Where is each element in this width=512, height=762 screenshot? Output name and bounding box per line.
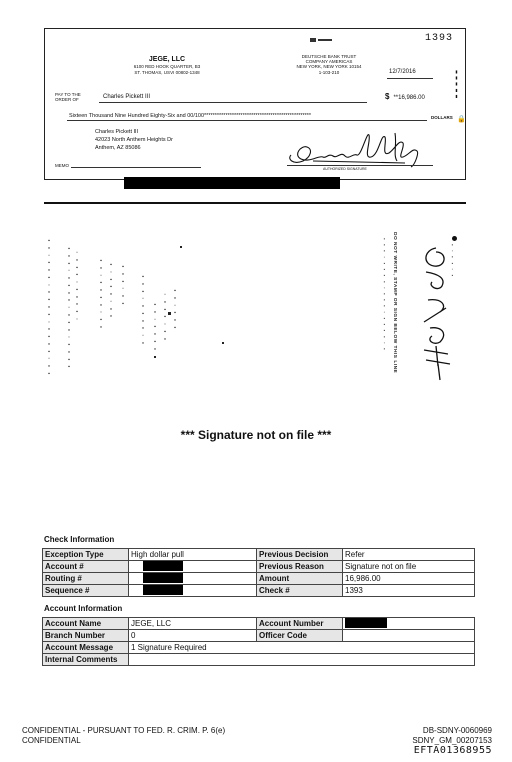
payer-name: JEGE, LLC xyxy=(148,56,186,63)
confidential-label: CONFIDENTIAL xyxy=(22,736,81,745)
previous-decision-value: Refer xyxy=(343,549,475,561)
authorized-signature-label: AUTHORIZED SIGNATURE xyxy=(323,167,367,171)
redaction-block xyxy=(143,585,183,595)
endorsement-signature xyxy=(416,242,456,382)
bank-block xyxy=(279,54,379,75)
bates-number-2: SDNY_GM_00207153 xyxy=(412,736,492,745)
amount-label: Amount xyxy=(257,573,343,585)
address-line-3: Anthem, AZ 85086 xyxy=(95,145,141,151)
dollar-sign: $ xyxy=(385,92,390,101)
bank-name-2: COMPANY AMERICAS xyxy=(305,59,353,65)
confidential-notice: CONFIDENTIAL - PURSUANT TO FED. R. CRIM. P. 6(e) xyxy=(22,726,226,735)
table-row xyxy=(43,561,475,573)
endorsement-warning: DO NOT WRITE, STAMP OR SIGN BELOW THIS LINE xyxy=(392,232,397,374)
pay-to-label xyxy=(55,92,81,102)
exception-type-value: High dollar pull xyxy=(129,549,257,561)
bank-city: NEW YORK, NEW YORK 10154 xyxy=(296,64,362,70)
amount-in-words: Sixteen Thousand Nine Hundred Eighty-Six and 00/100************************************************** xyxy=(69,113,312,119)
account-number-value xyxy=(343,618,475,630)
address-line-2: 42023 North Anthem Heights Dr xyxy=(95,137,173,143)
table-row xyxy=(43,549,475,561)
account-name-value: JEGE, LLC xyxy=(129,618,257,630)
payer-block xyxy=(107,55,227,75)
footer-left xyxy=(22,726,225,746)
previous-reason-value: Signature not on file xyxy=(343,561,475,573)
back-text-column: ▪ ▪ ▪ ▫ ▪ ▪ ▪ ▪ ▫ ▪ ▪ ▪ ▫ ▪ ▪ ▪ ▪ xyxy=(66,246,72,371)
table-row xyxy=(43,573,475,585)
account-number-label: Account Number xyxy=(257,618,343,630)
signature-line xyxy=(287,165,433,166)
micr-redaction xyxy=(124,177,340,189)
payee-address xyxy=(95,128,173,152)
back-text-column: ▫ ▪ ▪ ▪ ▫ ▪ ▪ ▪ ▪ ▫ xyxy=(74,250,80,323)
scan-speck xyxy=(168,312,171,315)
redaction-block xyxy=(143,561,183,571)
bank-routing-fraction: 1-103-210 xyxy=(318,69,340,75)
bank-logo-icon xyxy=(310,37,334,42)
payer-address-1: 6100 RED HOOK QUARTER, B3 xyxy=(133,64,201,69)
payee-line xyxy=(99,102,367,103)
back-text-column: ▪ ▪ ▫ ▪ ▪ ▪ ▫ ▪ ▪ ▪ ▪ ▫ ▪ ▪ ▪ ▪ ▫ ▪ ▪ xyxy=(46,238,52,378)
check-amount: **16,986.00 xyxy=(393,95,425,101)
check-information-title: Check Information xyxy=(44,535,115,544)
sequence-number-label: Sequence # xyxy=(43,585,129,597)
date-line xyxy=(387,78,433,79)
account-message-value: 1 Signature Required xyxy=(129,642,475,654)
table-row xyxy=(43,585,475,597)
back-text-column: ▪ ▪ ▫ ▪ ▪ ▪ ▪ ▫ ▪ ▪ xyxy=(98,258,104,331)
redaction-block xyxy=(345,618,387,628)
check-front xyxy=(44,28,466,180)
officer-code-value xyxy=(343,630,475,642)
payee-name: Charles Pickett III xyxy=(103,94,151,100)
redaction-block xyxy=(143,573,183,583)
amount-box xyxy=(385,92,425,101)
account-number-value xyxy=(129,561,257,573)
previous-reason-label: Previous Reason xyxy=(257,561,343,573)
exception-type-label: Exception Type xyxy=(43,549,129,561)
security-features-text: ▮ ▮ ▮ ▮ ▮ xyxy=(454,69,459,99)
branch-number-label: Branch Number xyxy=(43,630,129,642)
check-back-top-rule xyxy=(44,202,466,204)
efta-number: EFTA01368955 xyxy=(413,745,492,756)
account-message-label: Account Message xyxy=(43,642,129,654)
scan-speck xyxy=(180,246,182,248)
signature-notice: *** Signature not on file *** xyxy=(180,428,332,442)
back-text-column: ▫ ▪ ▪ ▪ ▫ ▪ ▪ xyxy=(162,292,168,343)
account-information-table xyxy=(42,617,475,666)
back-text-column: ▪ ▫ ▪ ▪ ▪ ▫ ▪ ▪ xyxy=(108,262,114,320)
padlock-icon: 🔒 xyxy=(457,116,466,123)
back-text-column: ▪ ▫ ▪ ▪ ▫ ▪ xyxy=(450,242,455,278)
check-number: 1393 xyxy=(424,33,453,44)
officer-code-label: Officer Code xyxy=(257,630,343,642)
bates-number-1: DB-SDNY-0060969 xyxy=(422,726,492,735)
payer-address-2: ST. THOMAS, USVI 00802-1348 xyxy=(134,69,200,75)
footer-right xyxy=(412,726,492,756)
account-number-label: Account # xyxy=(43,561,129,573)
back-text-column: ▪ ▪ ▫ ▪ ▪ ▪ xyxy=(172,288,178,331)
table-row xyxy=(43,654,475,666)
routing-number-label: Routing # xyxy=(43,573,129,585)
address-line-1: Charles Pickett III xyxy=(95,129,139,135)
bullet-dot xyxy=(452,236,457,241)
table-row xyxy=(43,630,475,642)
routing-number-value xyxy=(129,573,257,585)
pay-to-label-2: ORDER OF xyxy=(55,97,79,102)
internal-comments-value xyxy=(129,654,475,666)
account-name-label: Account Name xyxy=(43,618,129,630)
scan-speck xyxy=(154,356,156,358)
branch-number-value: 0 xyxy=(129,630,257,642)
table-row xyxy=(43,618,475,630)
dollars-label: DOLLARS xyxy=(431,115,453,120)
memo-line xyxy=(71,167,201,168)
pay-to-label-1: PAY TO THE xyxy=(55,92,81,97)
internal-comments-label: Internal Comments xyxy=(43,654,129,666)
words-line xyxy=(67,120,427,121)
previous-decision-label: Previous Decision xyxy=(257,549,343,561)
account-information-title: Account Information xyxy=(44,604,123,613)
check-number-label: Check # xyxy=(257,585,343,597)
sequence-number-value xyxy=(129,585,257,597)
back-text-column: ▪ ▪ ▪ ▫ ▪ ▪ ▪ ▪ ▫ ▪ ▪ ▪ ▫ ▪ ▪ ▪ ▪ ▫ ▪ xyxy=(382,236,387,352)
back-text-column: ▪ ▪ ▪ ▫ ▪ ▪ ▪ ▪ ▫ ▪ xyxy=(140,274,146,347)
check-back xyxy=(44,206,466,402)
check-date: 12/7/2016 xyxy=(389,69,416,75)
authorized-signature xyxy=(285,125,435,169)
bank-name-1: DEUTSCHE BANK TRUST xyxy=(301,54,357,59)
amount-value: 16,986.00 xyxy=(343,573,475,585)
back-text-column: ▪ ▪ ▪ ▫ ▪ ▪ xyxy=(120,264,126,307)
scan-speck xyxy=(222,342,224,344)
memo-label: MEMO xyxy=(55,163,69,168)
check-number-value: 1393 xyxy=(343,585,475,597)
table-row xyxy=(43,642,475,654)
check-information-table xyxy=(42,548,475,597)
back-text-column: ▪ ▪ ▫ ▪ ▪ ▪ ▪ xyxy=(152,302,158,353)
